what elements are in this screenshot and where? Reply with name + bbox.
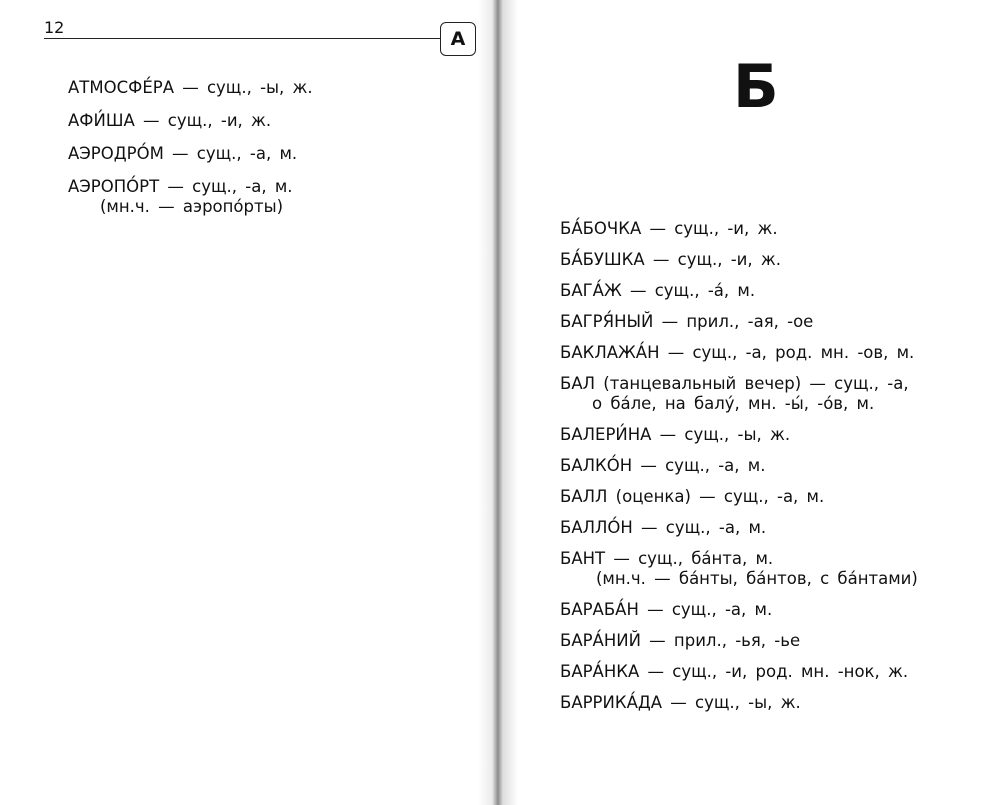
dictionary-entry [560, 343, 918, 363]
section-letter: Б [733, 52, 778, 122]
dictionary-entry [560, 219, 918, 239]
section-tab: А [440, 22, 476, 56]
entry-text: БАЛЛ (оценка) — сущ., -а, м. [560, 487, 825, 506]
entry-text: БАНТ — сущ., ба́нта, м. [560, 549, 774, 568]
dictionary-entry [560, 281, 918, 301]
entry-text: БАГРЯ́НЫЙ — прил., -ая, -ое [560, 312, 814, 331]
dictionary-entry [560, 425, 918, 445]
dictionary-entry [560, 250, 918, 270]
header-rule [44, 38, 442, 39]
entry-text: АЭРОДРО́М — сущ., -а, м. [68, 144, 298, 163]
entry-text: БАЛ (танцевальный вечер) — сущ., -а, [560, 374, 909, 393]
entry-text: БАРА́НКА — сущ., -и, род. мн. -нок, ж. [560, 662, 909, 681]
entry-text: БАКЛАЖА́Н — сущ., -а, род. мн. -ов, м. [560, 343, 915, 362]
dictionary-entry [560, 312, 918, 332]
entry-continuation: (мн.ч. — ба́нты, ба́нтов, с ба́нтами) [596, 569, 918, 588]
left-entry-list [68, 78, 313, 230]
entry-text: АФИ́ША — сущ., -и, ж. [68, 111, 272, 130]
dictionary-entry [560, 456, 918, 476]
dictionary-entry [560, 600, 918, 620]
entry-text: БАГА́Ж — сущ., -а́, м. [560, 281, 756, 300]
entry-continuation: (мн.ч. — аэропо́рты) [100, 197, 284, 216]
dictionary-entry [560, 631, 918, 651]
entry-text: БАРРИКА́ДА — сущ., -ы, ж. [560, 693, 801, 712]
dictionary-entry [560, 518, 918, 538]
entry-text: БАРАБА́Н — сущ., -а, м. [560, 600, 773, 619]
dictionary-entry [560, 662, 918, 682]
dictionary-entry [68, 177, 313, 217]
dictionary-entry [68, 78, 313, 98]
dictionary-entry [560, 374, 918, 414]
dictionary-entry [560, 487, 918, 507]
entry-continuation: о ба́ле, на балу́, мн. -ы́, -о́в, м. [592, 394, 875, 413]
entry-text: БАЛКО́Н — сущ., -а, м. [560, 456, 766, 475]
dictionary-entry [560, 549, 918, 589]
right-entry-list [560, 219, 918, 724]
entry-text: БА́БОЧКА — сущ., -и, ж. [560, 219, 778, 238]
entry-text: АТМОСФЕ́РА — сущ., -ы, ж. [68, 78, 313, 97]
page-number: 12 [44, 18, 65, 37]
entry-text: БАРА́НИЙ — прил., -ья, -ье [560, 631, 801, 650]
book-gutter [478, 0, 518, 805]
entry-text: БА́БУШКА — сущ., -и, ж. [560, 250, 782, 269]
left-page [0, 0, 497, 805]
entry-text: БАЛЛО́Н — сущ., -а, м. [560, 518, 767, 537]
dictionary-entry [68, 111, 313, 131]
dictionary-entry [560, 693, 918, 713]
entry-text: БАЛЕРИ́НА — сущ., -ы, ж. [560, 425, 791, 444]
dictionary-entry [68, 144, 313, 164]
entry-text: АЭРОПО́РТ — сущ., -а, м. [68, 177, 293, 196]
